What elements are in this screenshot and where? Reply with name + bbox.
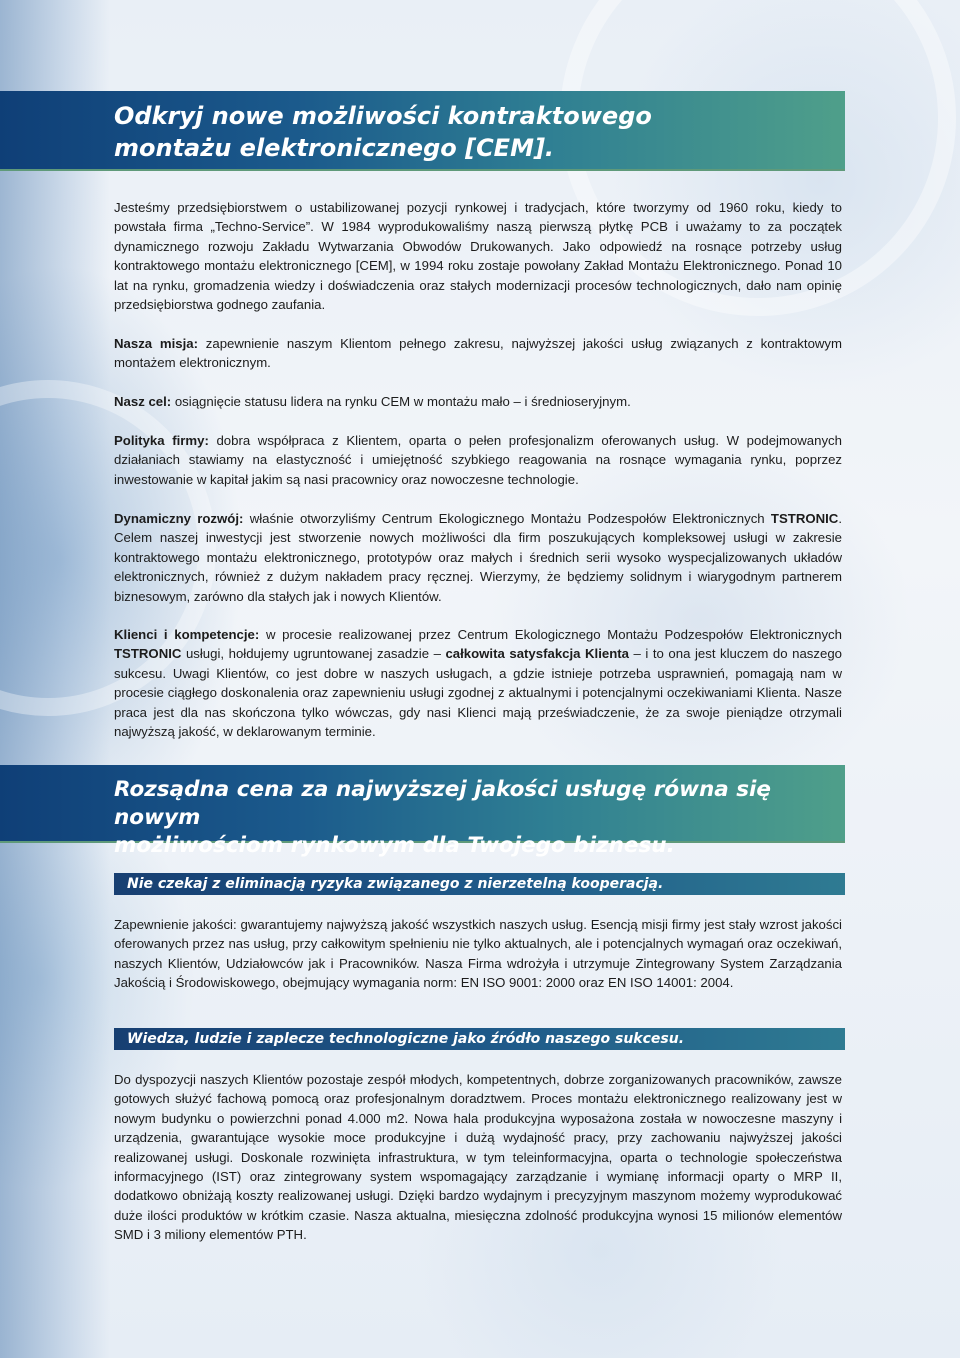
section2-banner	[0, 765, 845, 858]
policy-paragraph: Polityka firmy: dobra współpraca z Klientem, oparta o pełen profesjonalizm oferowanych usług. W podejmowanych działaniach stawiamy na elastyczność i umiejętność szybkiego reagowania na rosnące wymagania rynku, poprzez inwestowanie w kapitał jakim są nasi pracownicy oraz nowoczesne technologie.	[114, 433, 842, 487]
goal-label: Nasz cel:	[114, 394, 172, 409]
policy-label: Polityka firmy:	[114, 433, 209, 448]
clients-label: Klienci i kompetencje:	[114, 627, 260, 642]
section2-title: Rozsądna cena za najwyższej jakości usługę równa się nowym możliwościom rynkowym dla Twojego biznesu.	[114, 777, 772, 858]
subheading-bar	[114, 873, 845, 895]
subheading-risk: Nie czekaj z eliminacją ryzyka związanego z nierzetelną kooperacją.	[127, 876, 664, 892]
section1-title: Odkryj nowe możliwości kontraktowego montażu elektronicznego [CEM].	[114, 102, 652, 162]
mission-paragraph: Nasza misja: zapewnienie naszym Klientom pełnego zakresu, najwyższej jakości usług związanych z kontraktowym montażem elektronicznym.	[114, 336, 843, 371]
clients-paragraph: Klienci i kompetencje: w procesie realizowanej przez Centrum Ekologicznego Montażu Podzespołów Elektronicznych TSTRONIC usługi, hołdujemy ugruntowanej zasadzie – całkowita satysfakcja Klienta – i to ona jest kluczem do naszego sukcesu. Uwagi Klientów, co jest dobre w naszych usługach, a gdzie istnieje potrzeba usprawnień, pomagają nam w procesie ciągłego doskonalenia oraz zapewnieniu usługi zgodnej z aktualnymi i potencjalnymi oczekiwaniami Klienta. Nasze praca jest dla nas skończona tylko wówczas, gdy nasi Klienci mają przeświadczenie, że za swoje pieniądze otrzymali najwyższą jakość, w deklarowanym terminie.	[114, 627, 842, 740]
quality-paragraph: Zapewnienie jakości: gwarantujemy najwyższą jakość wszystkich naszych usług. Esencją misji firmy jest stały wzrost jakości oferowanych przez nas usług, przy całkowitym spełnieniu nie tylko aktualnych, ale i potencjalnych wymagań oraz oczekiwań, naszych Klientów, Udziałowców jak i Pracowników. Nasza Firma wdrożyła i utrzymuje Zintegrowany System Zarządzania Jakością i Środowiskowego, obejmujący wymagania norm: EN ISO 9001: 2000 oraz EN ISO 14001: 2004.	[114, 917, 842, 991]
resources-paragraph: Do dyspozycji naszych Klientów pozostaje zespół młodych, kompetentnych, dobrze zorganizowanych pracowników, zawsze gotowych służyć fachową pomocą oraz profesjonalnym doradztwem. Proces montażu elektronicznego realizowany jest w nowym budynku o powierzchni ponad 4.000 m2. Nowa hala produkcyjna wyposażona została w nowoczesne maszyny i urządzenia, gwarantujące wysokie moce produkcyjne i dużą wydajność pracy, przy zachowaniu najwyższej jakości realizowanej usługi. Doskonale rozwinięta infrastruktura, w tym teleinformacyjna, oparta o technologie społeczeństwa informacyjnego (IST) oraz zintegrowany system wspomagający zarządzanie i wymianę informacji oparty o MRP II, dodatkowo obniżają koszty realizowanej usługi. Dzięki bardzo wydajnym i precyzyjnym maszynom możemy wyprodukować duże ilości produktów w krótkim czasie. Nasza aktualna, miesięczna zdolność produkcyjna wynosi 15 milionów elementów SMD i 3 miliony elementów PTH.	[114, 1072, 842, 1243]
section1-banner	[0, 91, 845, 171]
brand-name: TSTRONIC	[770, 511, 839, 526]
intro-paragraph: Jesteśmy przedsiębiorstwem o ustabilizowanej pozycji rynkowej i tradycjach, które tworzymy od 1960 roku, kiedy to powstała firma „Techno-Service”. W 1984 wyprodukowaliśmy naszą pierwszą płytkę PCB i uważamy to za początek dynamicznego rozwoju Zakładu Wytwarzania Obwodów Drukowanych. Jako odpowiedź na rosnące potrzeby usług kontraktowego montażu elektronicznego [CEM], w 1994 roku zostaje powołany Zakład Montażu Elektronicznego. Ponad 10 lat na rynku, gromadzenia wiedzy i doświadczenia oraz stałych modernizacji procesów technologicznych, dało nam opinię przedsiębiorstwa godnego zaufania.	[114, 200, 842, 313]
subheading-knowledge: Wiedza, ludzie i zaplecze technologiczne jako źródło naszego sukcesu.	[127, 1031, 685, 1047]
clients-principle: całkowita satysfakcja Klienta	[445, 646, 629, 662]
mission-label: Nasza misja:	[114, 336, 199, 351]
goal-paragraph: Nasz cel: osiągnięcie statusu lidera na rynku CEM w montażu mało – i średnioseryjnym.	[114, 394, 631, 409]
growth-label: Dynamiczny rozwój:	[114, 511, 244, 526]
growth-paragraph: Dynamiczny rozwój: właśnie otworzyliśmy Centrum Ekologicznego Montażu Podzespołów Elektronicznych TSTRONIC. Celem naszej inwestycji jest stworzenie nowych możliwości dla firm poszukujących kompleksowej usługi w zakresie kontraktowego montażu elektronicznego, prototypów oraz małych i średnich serii wysoko wyspecjalizowanych układów elektronicznych, również z dużym nakładem pracy ręcznej. Wierzymy, że będziemy solidnym i wiarygodnym partnerem biznesowym, zarówno dla stałych jak i nowych Klientów.	[114, 511, 842, 604]
brand-name: TSTRONIC	[114, 646, 182, 662]
subheading-bar	[114, 1028, 845, 1050]
